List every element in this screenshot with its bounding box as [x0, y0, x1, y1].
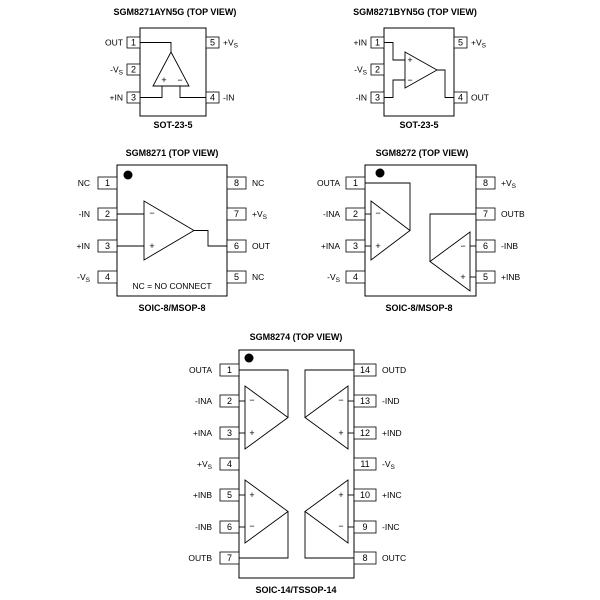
pin-label: +INB [501, 272, 521, 282]
pin-number: 10 [359, 490, 371, 500]
pin-label: +INA [320, 241, 340, 251]
pin-number: 1 [374, 37, 381, 48]
pin-label: OUT [252, 241, 270, 251]
pin-number: 14 [359, 365, 371, 375]
pin-2 [354, 64, 384, 77]
minus-sign: − [407, 75, 413, 85]
package-body [384, 28, 454, 116]
package-label: SOT-23-5 [399, 120, 439, 130]
pin1-marker-dot [245, 354, 254, 363]
pin-3 [77, 240, 117, 252]
package-body [365, 165, 476, 296]
pin-label: $+V_S$ [223, 37, 238, 50]
package-label: SOIC-14/TSSOP-14 [255, 585, 337, 595]
minus-sign: − [338, 521, 344, 531]
pin-1 [78, 177, 117, 189]
pin-label: OUTA [189, 365, 212, 375]
plus-sign: + [249, 490, 255, 500]
pin-label: +INC [382, 490, 402, 500]
pin-label: -IN [355, 92, 367, 103]
pin-5 [227, 271, 264, 283]
minus-sign: − [338, 395, 344, 405]
plus-sign: + [460, 272, 466, 282]
pin-number: 2 [130, 64, 137, 75]
pin-label: $+V_S$ [197, 459, 212, 471]
pin-1 [317, 177, 365, 189]
pin-number: 4 [209, 92, 216, 103]
pin-number: 6 [233, 241, 240, 251]
pin-label: +IND [382, 428, 402, 438]
pin-label: OUT [471, 92, 489, 103]
package-body [117, 165, 227, 296]
minus-sign: − [149, 208, 155, 218]
pin-number: 4 [226, 459, 233, 469]
pin1-marker-dot [376, 169, 385, 178]
pin-8 [354, 552, 406, 564]
pin-number: 8 [482, 178, 489, 188]
pin-number: 13 [359, 396, 371, 406]
pin-number: 12 [359, 428, 371, 438]
pin-label: $-V_S$ [354, 64, 367, 77]
pin-4 [327, 271, 365, 284]
sgm8272-diagram [317, 148, 525, 313]
pin-2 [195, 395, 239, 407]
pin-label: -IN [78, 209, 90, 219]
pin-label: -INB [195, 522, 212, 532]
pin-4 [197, 458, 239, 471]
pin-12 [354, 427, 402, 439]
pin-number: 3 [352, 241, 359, 251]
pin-3 [321, 240, 365, 252]
pin-8 [227, 177, 264, 189]
plus-sign: + [149, 241, 155, 251]
pin-2 [79, 208, 117, 220]
pin-number: 5 [226, 490, 233, 500]
pin-label: $-V_S$ [327, 272, 340, 284]
pin-label: $-V_S$ [77, 272, 90, 284]
pin-label: -IND [382, 396, 400, 406]
minus-sign: − [249, 521, 255, 531]
pin-label: $+V_S$ [471, 37, 486, 50]
pin-3 [193, 427, 239, 439]
pin-5 [206, 37, 239, 50]
pin-number: 5 [209, 37, 216, 48]
diagram-title: SGM8271BYN5G (TOP VIEW) [353, 7, 477, 17]
pin-3 [110, 92, 140, 103]
pin-1 [354, 37, 384, 48]
pin-label: +INA [192, 428, 212, 438]
pin-4 [77, 271, 117, 284]
pin-label: $+V_S$ [501, 178, 516, 190]
pin-4 [454, 92, 489, 103]
minus-sign: − [177, 75, 183, 85]
pin-number: 7 [233, 209, 240, 219]
pin-3 [356, 92, 384, 103]
sgm8274-diagram [188, 332, 406, 595]
pin-number: 3 [226, 428, 233, 438]
pin-5 [454, 37, 487, 50]
diagram-title: SGM8272 (TOP VIEW) [375, 148, 469, 158]
pin-number: 4 [104, 272, 111, 282]
pin-1 [105, 37, 140, 48]
pin-label: OUT [105, 37, 123, 48]
pin-label: $-V_S$ [382, 459, 395, 471]
pin-label: +INB [192, 490, 212, 500]
pin-6 [195, 521, 239, 533]
pin-number: 1 [104, 178, 111, 188]
pin-8 [476, 177, 517, 190]
pin-number: 6 [482, 241, 489, 251]
pin-label: +IN [353, 37, 367, 48]
pin-11 [354, 458, 396, 471]
pin-label: -INC [382, 522, 400, 532]
pin-label: $+V_S$ [252, 209, 267, 221]
pin-13 [354, 395, 399, 407]
pin-label: +IN [109, 92, 123, 103]
pin-number: 7 [226, 553, 233, 563]
pin-label: -IN [223, 92, 235, 103]
pin-label: OUTD [382, 365, 407, 375]
pin-number: 5 [482, 272, 489, 282]
pin-label: OUTB [188, 553, 212, 563]
pin-2 [323, 208, 365, 220]
pin-number: 2 [104, 209, 111, 219]
pin-10 [354, 489, 402, 501]
pin-label: OUTB [501, 209, 525, 219]
pin-7 [188, 552, 239, 564]
package-label: SOIC-8/MSOP-8 [138, 303, 206, 313]
pin-label: NC [252, 178, 265, 188]
pin-number: 9 [362, 522, 368, 532]
pin-5 [193, 489, 239, 501]
pin-9 [354, 521, 399, 533]
pin-14 [354, 364, 406, 376]
diagram-title: SGM8271 (TOP VIEW) [125, 148, 219, 158]
pin-number: 3 [374, 92, 381, 103]
pin-number: 2 [226, 396, 233, 406]
pin-label: $-V_S$ [110, 64, 123, 77]
pin-label: OUTC [382, 553, 407, 563]
pin-number: 1 [226, 365, 233, 375]
pin-6 [476, 240, 518, 252]
plus-sign: + [249, 428, 255, 438]
pin-label: NC [252, 272, 265, 282]
pin-1 [189, 364, 239, 376]
pin1-marker-dot [124, 171, 133, 180]
pin-7 [476, 208, 525, 220]
pin-number: 1 [130, 37, 137, 48]
diagram-title: SGM8271AYN5G (TOP VIEW) [113, 7, 237, 17]
plus-sign: + [375, 241, 381, 251]
pin-label: -INA [323, 209, 340, 219]
pin-label: OUTA [317, 178, 340, 188]
diagram-title: SGM8274 (TOP VIEW) [249, 332, 343, 342]
pin-number: 1 [352, 178, 359, 188]
package-label: SOIC-8/MSOP-8 [385, 303, 453, 313]
pin-number: 5 [233, 272, 240, 282]
pin-number: 2 [374, 64, 381, 75]
pin-label: -INB [501, 241, 518, 251]
minus-sign: − [249, 395, 255, 405]
plus-sign: + [407, 55, 413, 65]
minus-sign: − [460, 241, 466, 251]
pin-number: 2 [352, 209, 359, 219]
pin-number: 8 [362, 553, 368, 563]
sgm8271-soic8-diagram [77, 148, 270, 313]
pin-number: 8 [233, 178, 240, 188]
minus-sign: − [375, 208, 381, 218]
package-label: SOT-23-5 [153, 120, 193, 130]
plus-sign: + [338, 428, 344, 438]
pin-number: 6 [226, 522, 233, 532]
plus-sign: + [161, 75, 167, 85]
package-body [239, 350, 354, 578]
pin-number: 3 [104, 241, 111, 251]
pin-number: 11 [360, 459, 370, 469]
pin-number: 5 [457, 37, 464, 48]
pin-label: +IN [76, 241, 90, 251]
pin-7 [227, 208, 268, 221]
sgm8271byn5g-diagram [353, 7, 489, 130]
pin-5 [476, 271, 520, 283]
pin-label: NC [77, 178, 90, 188]
pin-4 [206, 92, 234, 103]
nc-note: NC = NO CONNECT [132, 281, 212, 291]
pin-number: 3 [130, 92, 137, 103]
pin-label: -INA [195, 396, 212, 406]
pin-6 [227, 240, 270, 252]
pin-number: 7 [482, 209, 489, 219]
package-body [140, 28, 206, 116]
pin-2 [110, 64, 140, 77]
plus-sign: + [338, 490, 344, 500]
sgm8271ayn5g-diagram [105, 7, 239, 130]
pin-number: 4 [352, 272, 359, 282]
pin-number: 4 [457, 92, 464, 103]
